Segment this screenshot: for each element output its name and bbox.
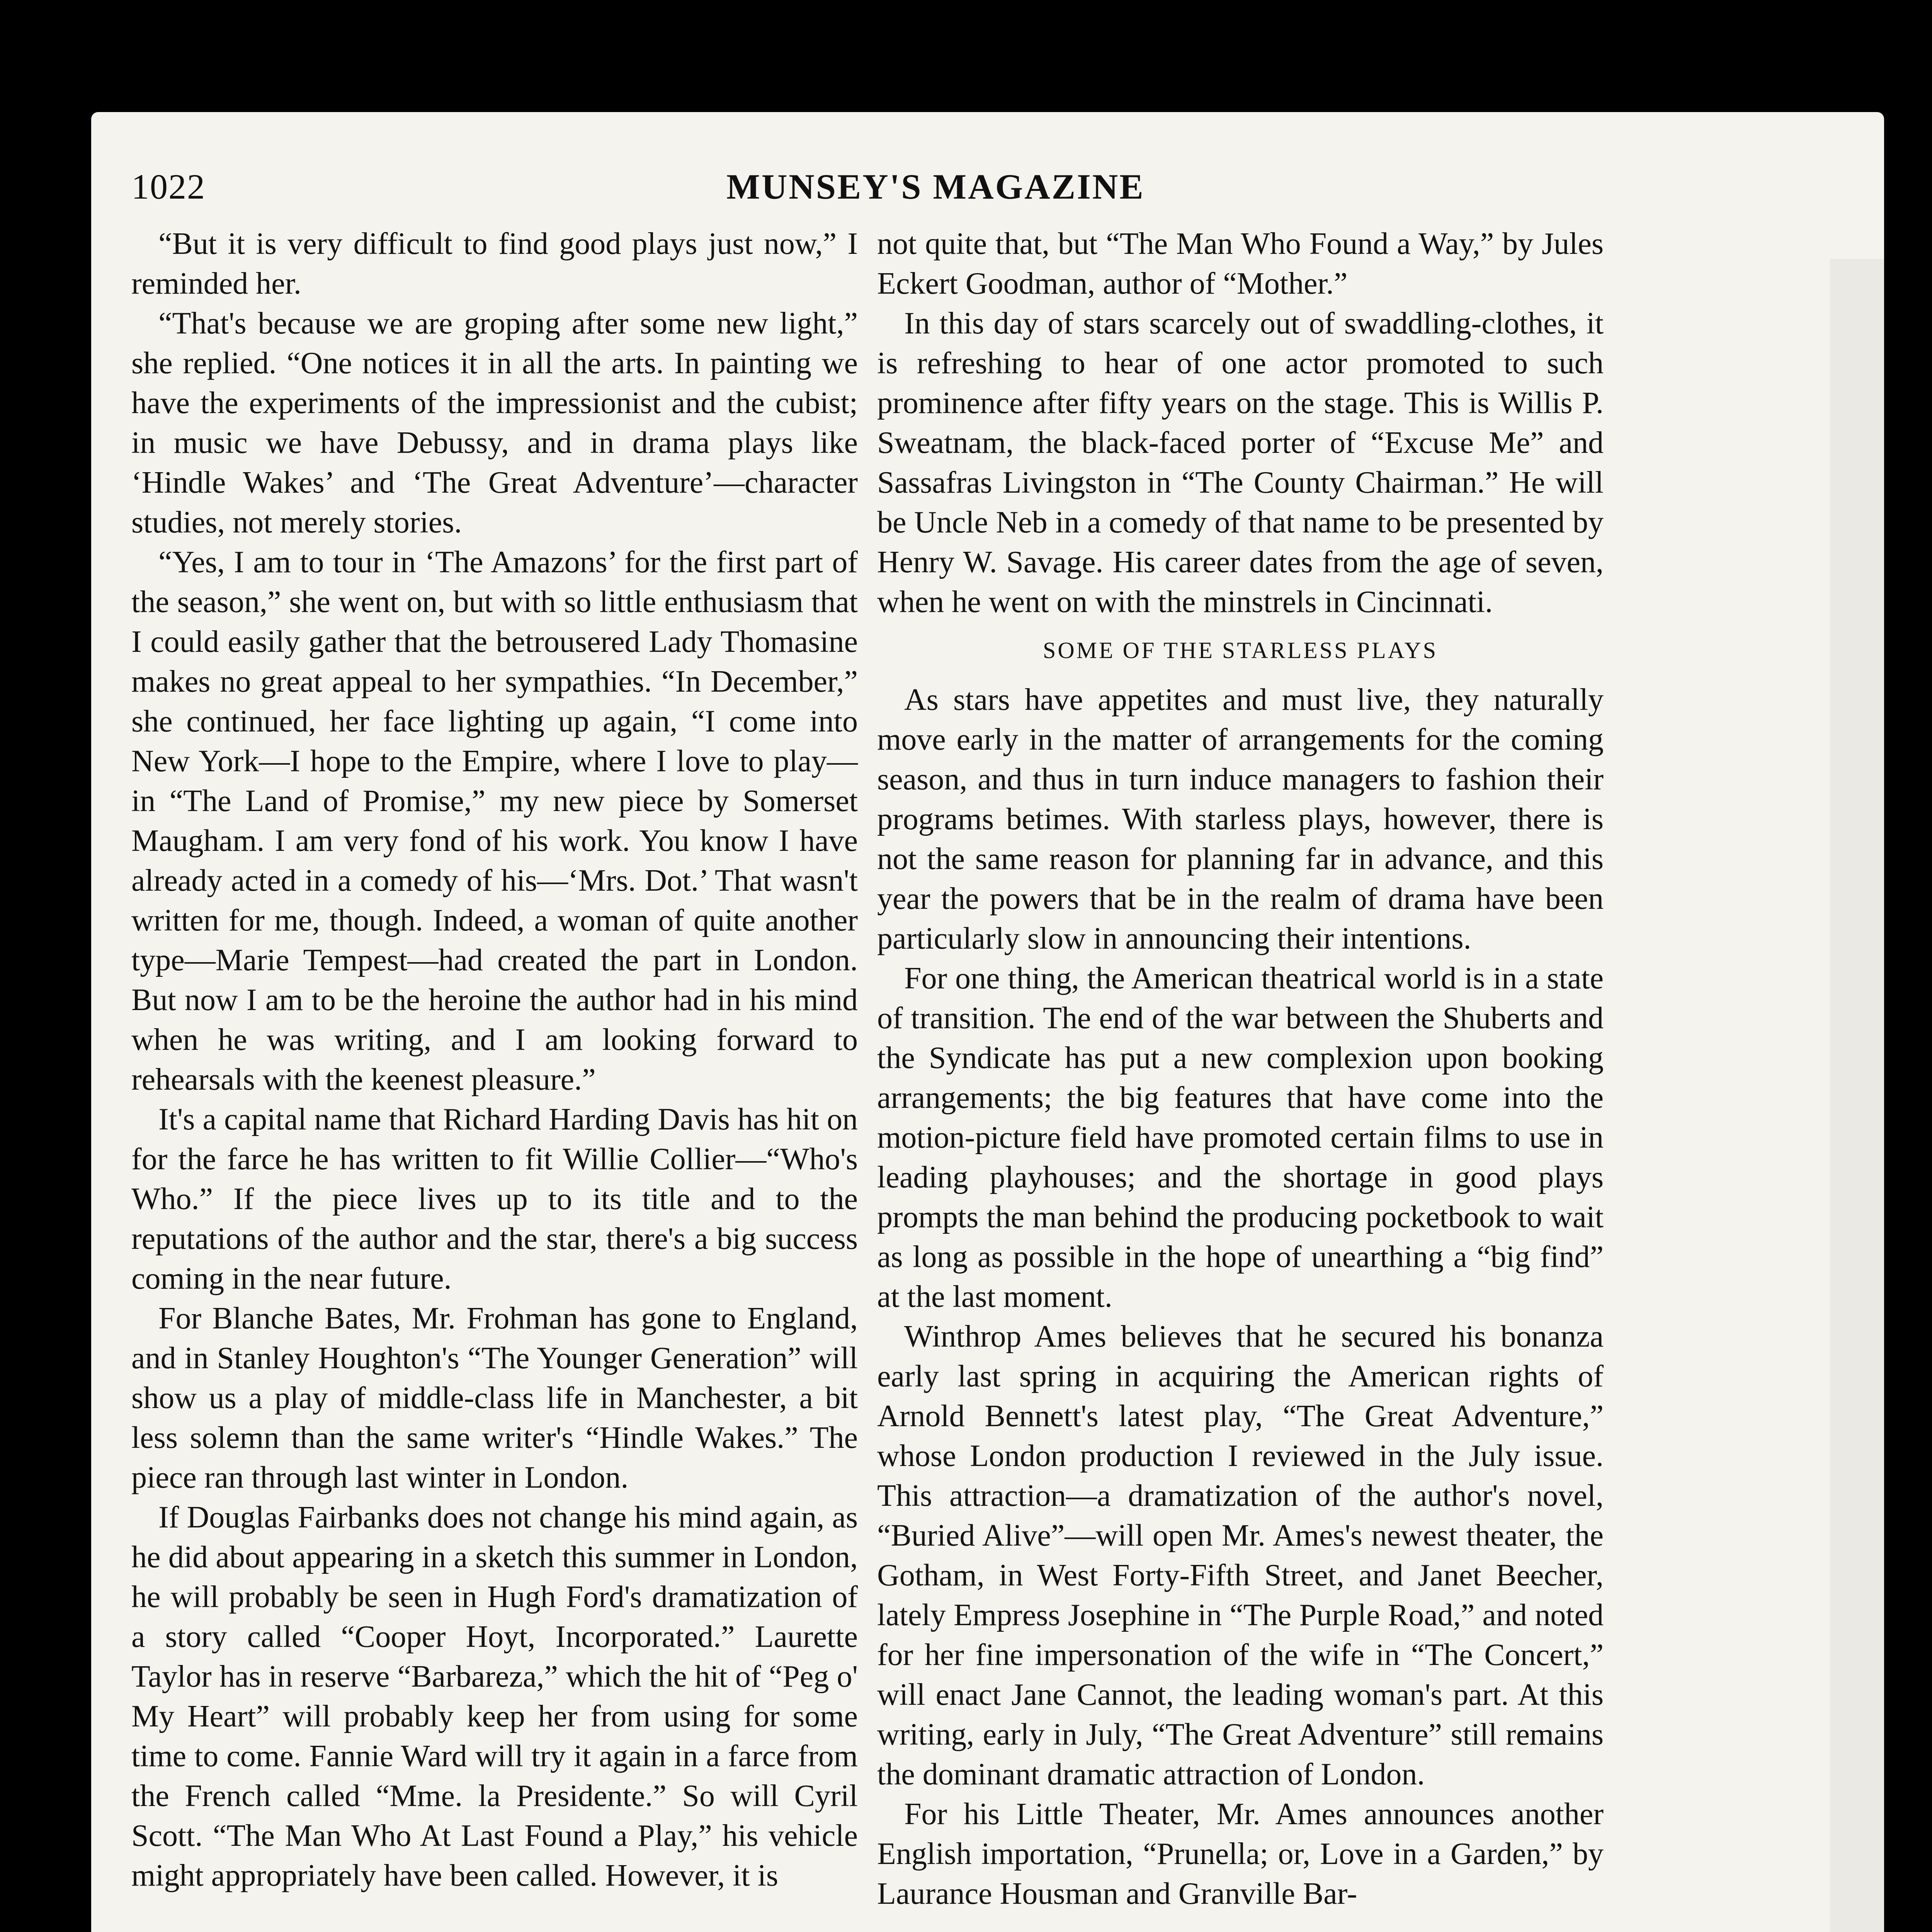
- running-title: MUNSEY'S MAGAZINE: [726, 167, 1145, 206]
- paragraph: “That's because we are groping after some new light,” she replied. “One notices it in all the arts. In painting we have the experiments of the impressionist and the cubist; in music we have Debussy, and in drama plays like ‘Hindle Wakes’ and ‘The Great Adventure’—character studies, not merely stories.: [131, 306, 858, 539]
- paragraph: For Blanche Bates, Mr. Frohman has gone to England, and in Stanley Houghton's “The Younger Generation” will show us a play of middle-class life in Manchester, a bit less solemn than the same writer's “Hindle Wakes.” The piece ran through last winter in London.: [131, 1301, 858, 1495]
- paragraph: For his Little Theater, Mr. Ames announces another English importation, “Prunella; or, Love in a Garden,” by Laurance Housman and Granville Bar-: [877, 1797, 1604, 1911]
- left-column: [131, 224, 858, 1896]
- paragraph: not quite that, but “The Man Who Found a Way,” by Jules Eckert Goodman, author of “Mother.”: [877, 227, 1604, 301]
- page-header: [131, 166, 1600, 220]
- paragraph: “But it is very difficult to find good plays just now,” I reminded her.: [131, 227, 858, 301]
- paragraph: Winthrop Ames believes that he secured his bonanza early last spring in acquiring the American rights of Arnold Bennett's latest play, “The Great Adventure,” whose London production I reviewed in the July issue. This attraction—a dramatization of the author's novel, “Buried Alive”—will open Mr. Ames's newest theater, the Gotham, in West Forty-Fifth Street, and Janet Beecher, lately Empress Josephine in “The Purple Road,” and noted for her fine impersonation of the wife in “The Concert,” will enact Jane Cannot, the leading woman's part. At this writing, early in July, “The Great Adventure” still remains the dominant dramatic attraction of London.: [877, 1320, 1604, 1791]
- paragraph: For one thing, the American theatrical world is in a state of transition. The end of the war between the Shuberts and the Syndicate has put a new complexion upon booking arrangements; the big features that have come into the motion-picture field have promoted certain films to use in leading playhouses; and the shortage in good plays prompts the man behind the producing pocketbook to wait as long as possible in the hope of unearthing a “big find” at the last moment.: [877, 961, 1604, 1314]
- paragraph: “Yes, I am to tour in ‘The Amazons’ for the first part of the season,” she went on, but with so little enthusiasm that I could easily gather that the betrousered Lady Thomasine makes no great appeal to her sympathies. “In December,” she continued, her face lighting up again, “I come into New York—I hope to the Empire, where I love to play—in “The Land of Promise,” my new piece by Somerset Maugham. I am very fond of his work. You know I have already acted in a comedy of his—‘Mrs. Dot.’ That wasn't written for me, though. Indeed, a woman of quite another type—Marie Tempest—had created the part in London. But now I am to be the heroine the author had in his mind when he was writing, and I am looking forward to rehearsals with the keenest pleasure.”: [131, 545, 858, 1097]
- paragraph: As stars have appetites and must live, they naturally move early in the matter of arrangements for the coming season, and thus in turn induce managers to fashion their programs betimes. With starless plays, however, there is not the same reason for planning far in advance, and this year the powers that be in the realm of drama have been particularly slow in announcing their intentions.: [877, 683, 1604, 956]
- paragraph: If Douglas Fairbanks does not change his mind again, as he did about appearing in a sketch this summer in London, he will probably be seen in Hugh Ford's dramatization of a story called “Cooper Hoyt, Incorporated.” Laurette Taylor has in reserve “Barbareza,” which the hit of “Peg o' My Heart” will probably keep her from using for some time to come. Fannie Ward will try it again in a farce from the French called “Mme. la Presidente.” So will Cyril Scott. “The Man Who At Last Found a Play,” his vehicle might appropriately have been called. However, it is: [131, 1500, 858, 1893]
- section-heading: SOME OF THE STARLESS PLAYS: [1043, 638, 1438, 663]
- page-number: 1022: [131, 167, 206, 206]
- paragraph: It's a capital name that Richard Harding Davis has hit on for the farce he has written to fit Willie Collier—“Who's Who.” If the piece lives up to its title and to the reputations of the author and the star, there's a big success coming in the near future.: [131, 1102, 858, 1296]
- right-column: [877, 224, 1604, 1914]
- paragraph: In this day of stars scarcely out of swaddling-clothes, it is refreshing to hear of one actor promoted to such prominence after fifty years on the stage. This is Willis P. Sweatnam, the black-faced porter of “Excuse Me” and Sassafras Livingston in “The County Chairman.” He will be Uncle Neb in a comedy of that name to be presented by Henry W. Savage. His career dates from the age of seven, when he went on with the minstrels in Cincinnati.: [877, 306, 1604, 619]
- adjacent-page-edge: [1830, 259, 1884, 1932]
